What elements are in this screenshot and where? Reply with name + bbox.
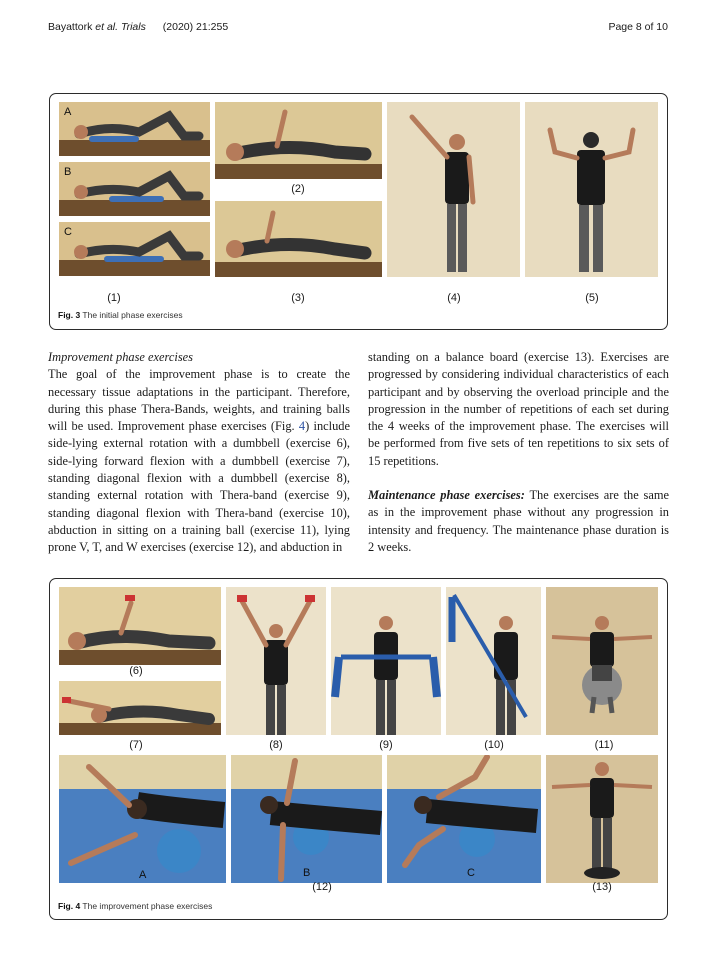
photo-exercise-12a [59, 755, 226, 883]
header-etal: et al. [95, 21, 119, 33]
fig4-letter-a: A [139, 869, 147, 881]
fig4-letter-b: B [303, 867, 311, 879]
photo-exercise-13 [546, 755, 658, 883]
photo-exercise-9 [331, 587, 441, 735]
header-page-number: Page 8 of 10 [608, 21, 668, 33]
header-author: Bayattork [48, 21, 93, 33]
fig3-letter-b: B [64, 166, 72, 178]
photo-exercise-1a [59, 102, 210, 156]
photo-exercise-12b [231, 755, 382, 883]
fig4-label-11: (11) [594, 739, 614, 751]
header-year-volume: (2020) 21:255 [162, 21, 229, 33]
figure-3 [49, 93, 668, 330]
fig4-caption-text: The improvement phase exercises [82, 901, 213, 911]
fig3-letter-c: C [64, 226, 72, 238]
paragraph-text-1b: ) include side-lying external rotation with a dumbbell (exercise 6), side-lying forward flexion with a dumbbell (exercise 7), standing diagonal flexion with a dumbbell (exercise 8), standing external rotation with Thera-band (exercise 9), standing diagonal flexion with Thera-band (exercise 10), abduction in sitting on a training ball (exercise 11), lying prone V, T, and W exercises (exercise 12), and abduction in [48, 419, 350, 555]
body-column-right [368, 349, 669, 556]
fig3-caption-text: The initial phase exercises [82, 310, 183, 320]
fig3-caption-label: Fig. 3 [58, 310, 81, 320]
heading-maintenance-phase: Maintenance phase exercises: [368, 488, 525, 503]
body-column-left [48, 349, 350, 557]
fig4-label-7: (7) [129, 739, 143, 751]
fig4-label-6: (6) [129, 665, 143, 677]
figure-4 [49, 578, 668, 920]
photo-exercise-11 [546, 587, 658, 735]
figure-4-link[interactable]: 4 [298, 419, 306, 434]
fig4-label-10: (10) [484, 739, 504, 751]
fig4-label-9: (9) [379, 739, 393, 751]
photo-exercise-10 [446, 587, 541, 735]
photo-exercise-6 [59, 587, 221, 665]
fig4-label-8: (8) [269, 739, 283, 751]
photo-exercise-5 [525, 102, 658, 277]
paragraph-text-2: The exercises are the same as in the improvement phase without any progression in intensity and frequency. The maintenance phase duration is 2 weeks. [368, 488, 669, 554]
photo-exercise-2 [215, 102, 382, 179]
running-header [48, 21, 668, 37]
photo-exercise-3 [215, 201, 382, 277]
header-citation [48, 21, 228, 33]
fig3-label-1: (1) [107, 292, 121, 304]
photo-exercise-12c [387, 755, 541, 883]
fig3-caption [58, 310, 183, 320]
paragraph-text-1c: standing on a balance board (exercise 13). Exercises are progressed by considering individual characteristics of each participant and by observing the overload principle and the progression in the number of repetitions of each set during the 4 weeks of the improvement phase. The exercises will be performed from five sets of ten repetitions to six sets of 15 repetitions. [368, 350, 669, 468]
photo-exercise-8 [226, 587, 326, 735]
fig3-label-3: (3) [291, 292, 305, 304]
fig3-letter-a: A [64, 106, 72, 118]
fig3-label-2: (2) [291, 183, 305, 195]
fig4-label-13: (13) [592, 881, 612, 893]
paragraph-text-1a: The goal of the improvement phase is to create the necessary tissue adaptations in the participant. Therefore, during this phase Thera-Bands, weights, and training balls will be used. Improvement phase exercises (Fig. [48, 367, 350, 434]
fig3-label-4: (4) [447, 292, 461, 304]
heading-improvement-phase: Improvement phase exercises [48, 350, 193, 364]
paragraph-maintenance-phase [368, 487, 669, 556]
header-journal: Trials [120, 21, 146, 33]
fig3-label-5: (5) [585, 292, 599, 304]
photo-exercise-1b [59, 162, 210, 216]
photo-exercise-7 [59, 681, 221, 735]
photo-exercise-1c [59, 222, 210, 276]
fig4-label-12: (12) [312, 881, 332, 893]
fig4-caption [58, 901, 212, 911]
paragraph-improvement-phase [48, 366, 350, 556]
fig4-letter-c: C [467, 867, 475, 879]
photo-exercise-4 [387, 102, 520, 277]
fig4-caption-label: Fig. 4 [58, 901, 81, 911]
